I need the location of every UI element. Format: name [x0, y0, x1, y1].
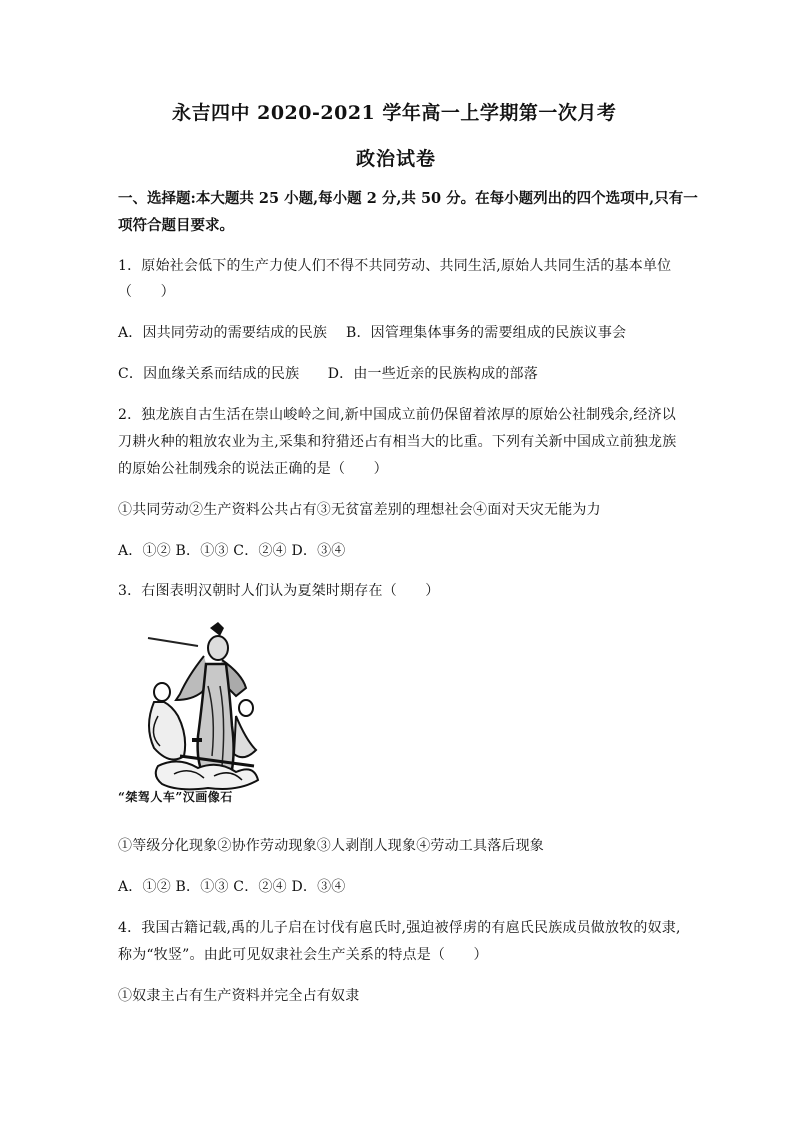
question-2-stem-line1: 2．独龙族自古生活在崇山峻岭之间,新中国成立前仍保留着浓厚的原始公社制残余,经济以	[118, 407, 677, 423]
question-4-stem-line1: 4．我国古籍记载,禹的儿子启在讨伐有扈氏时,强迫被俘虏的有扈氏民族成员做放牧的奴隶,	[118, 920, 681, 936]
question-4-stem-line2: 称为“牧竖”。由此可见奴隶社会生产关系的特点是（ ）	[118, 947, 488, 963]
question-2-items: ①共同劳动②生产资料公共占有③无贫富差别的理想社会④面对天灾无能为力	[118, 502, 601, 518]
question-1-options-cd: C．因血缘关系而结成的民族 D．由一些近亲的民族构成的部落	[118, 366, 538, 382]
section-instruction-line2: 项符合题目要求。	[118, 217, 234, 234]
page-subtitle: 政治试卷	[356, 148, 437, 170]
question-4-item-1: ①奴隶主占有生产资料并完全占有奴隶	[118, 988, 360, 1004]
question-2-stem-line2: 刀耕火种的粗放农业为主,采集和狩猎还占有相当大的比重。下列有关新中国成立前独龙族	[118, 434, 677, 450]
section-instruction-line1: 一、选择题:本大题共 25 小题,每小题 2 分,共 50 分。在每小题列出的四个选项中,只有一	[118, 190, 698, 207]
question-1-stem: 1．原始社会低下的生产力使人们不得不共同劳动、共同生活,原始人共同生活的基本单位	[118, 258, 672, 274]
question-3-items: ①等级分化现象②协作劳动现象③人剥削人现象④劳动工具落后现象	[118, 838, 544, 854]
stone-relief-image	[118, 616, 303, 808]
question-2-options: A．①② B．①③ C．②④ D．③④	[118, 543, 346, 559]
question-1-options-ab: A．因共同劳动的需要结成的民族 B．因管理集体事务的需要组成的民族议事会	[118, 325, 627, 341]
relief-figure-icon	[118, 616, 303, 808]
page-title: 永吉四中 2020-2021 学年高一上学期第一次月考	[172, 102, 617, 124]
question-3-stem: 3．右图表明汉朝时人们认为夏桀时期存在（ ）	[118, 583, 440, 599]
question-2-stem-line3: 的原始公社制残余的说法正确的是（ ）	[118, 461, 388, 477]
image-caption: “桀驾人车”汉画像石	[118, 790, 233, 804]
question-1-blank: （ ）	[118, 284, 175, 300]
question-3-options: A．①② B．①③ C．②④ D．③④	[118, 879, 346, 895]
